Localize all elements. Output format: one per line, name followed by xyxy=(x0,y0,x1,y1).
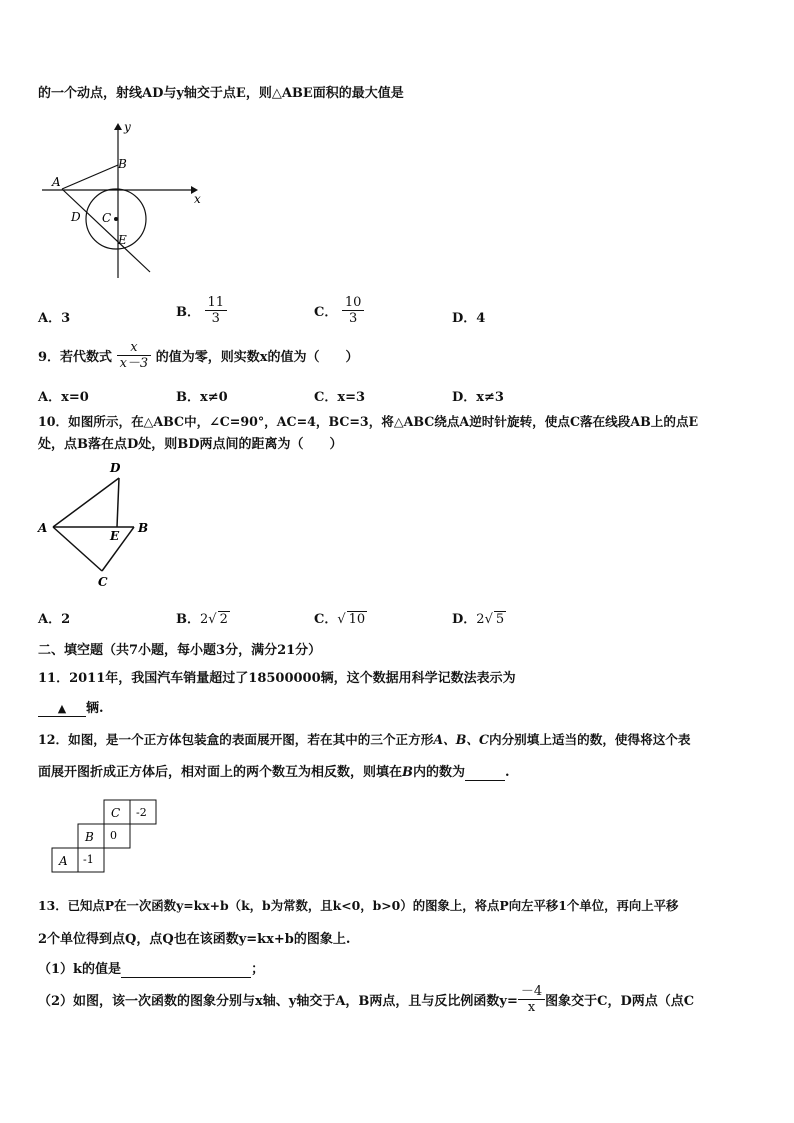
q13-sub1: （1）k的值是 ； xyxy=(38,962,265,977)
q10-label-c: C xyxy=(98,575,108,589)
q11-answer-line: ▲ 辆. xyxy=(38,697,104,717)
q8-option-d[interactable]: D．4 xyxy=(452,311,486,326)
q10-option-a[interactable]: A．2 xyxy=(38,612,71,627)
q9-fraction: $\frac{x}{x-3}$ xyxy=(117,340,152,371)
q8-option-c[interactable]: C． $\frac{10}{3}$ xyxy=(314,295,364,326)
q10-label-a: A xyxy=(38,521,48,535)
q9-option-d[interactable]: D．x≠3 xyxy=(452,390,504,405)
q10-label-e: E xyxy=(110,529,120,543)
q8-label-x: x xyxy=(194,192,201,206)
q12-line2: 面展开图折成正方体后，相对面上的两个数互为相反数，则填在B内的数为 . xyxy=(38,765,510,780)
q8-label-d: D xyxy=(71,210,81,224)
q9-stem: 9．若代数式 $\frac{x}{x-3}$ 的值为零，则实数x的值为（ ） xyxy=(38,340,359,371)
q12-answer-blank[interactable] xyxy=(465,765,505,781)
q8-label-c: C xyxy=(102,211,112,225)
q12-cell-c: C xyxy=(111,806,121,820)
q10-option-d[interactable]: D．2√ 5 xyxy=(452,612,505,627)
q10-line1: 10．如图所示，在△ABC中，∠C=90°，AC=4，BC=3，将△ABC绕点A逆时针旋转，使点C落在线段AB上的点E xyxy=(38,414,699,429)
q9-option-c[interactable]: C．x=3 xyxy=(314,390,366,405)
q8-option-b[interactable]: B． $\frac{11}{3}$ xyxy=(176,295,227,326)
q12-cell-zero: 0 xyxy=(110,829,117,842)
q9-option-b[interactable]: B．x≠0 xyxy=(176,390,228,405)
q9-option-a[interactable]: A．x=0 xyxy=(38,390,89,405)
q8-stem-tail: 的一个动点，射线AD与y轴交于点E，则△ABE面积的最大值是 xyxy=(38,86,404,101)
q12-cell-b: B xyxy=(85,830,94,844)
q8-label-a: A xyxy=(52,175,61,189)
q12-cube-net xyxy=(50,798,162,878)
q13-sub1-blank[interactable] xyxy=(121,962,251,978)
q8-label-b: B xyxy=(118,157,127,171)
q8-option-a[interactable]: A．3 xyxy=(38,311,71,326)
q10-line2: 处，点B落在点D处，则BD两点间的距离为（ ） xyxy=(38,437,343,452)
q12-cell-a: A xyxy=(59,854,68,868)
q10-option-b[interactable]: B．2√ 2 xyxy=(176,612,228,627)
q10-figure xyxy=(34,458,164,592)
q8-figure xyxy=(34,118,209,282)
q8-label-e: E xyxy=(118,233,127,247)
q11-answer-blank[interactable]: ▲ xyxy=(38,701,86,717)
q13-sub2: （2）如图，该一次函数的图象分别与x轴、y轴交于A，B两点，且与反比例函数y= $\frac{-4}{x}$ 图象交于C，D两点（点C xyxy=(38,984,695,1015)
q13-line1: 13．已知点P在一次函数y=kx+b（k，b为常数，且k<0，b>0）的图象上，将点P向左平移1个单位，再向上平移 xyxy=(38,898,679,913)
q12-line1: 12．如图，是一个正方体包装盒的表面展开图，若在其中的三个正方形A、B、C内分别填上适当的数，使得将这个表 xyxy=(38,732,691,747)
q8-label-y: y xyxy=(124,120,131,134)
q10-label-b: B xyxy=(138,521,149,535)
q12-cell-neg1: -1 xyxy=(83,853,94,866)
q12-cell-neg2: -2 xyxy=(136,806,147,819)
q10-label-d: D xyxy=(110,461,121,475)
q11-stem: 11．2011年，我国汽车销量超过了18500000辆，这个数据用科学记数法表示为 xyxy=(38,671,516,686)
q13-line2: 2个单位得到点Q，点Q也在该函数y=kx+b的图象上. xyxy=(38,932,351,947)
q10-option-c[interactable]: C．√ 10 xyxy=(314,612,366,627)
section-title-fill-in: 二、填空题（共7小题，每小题3分，满分21分） xyxy=(38,643,322,658)
